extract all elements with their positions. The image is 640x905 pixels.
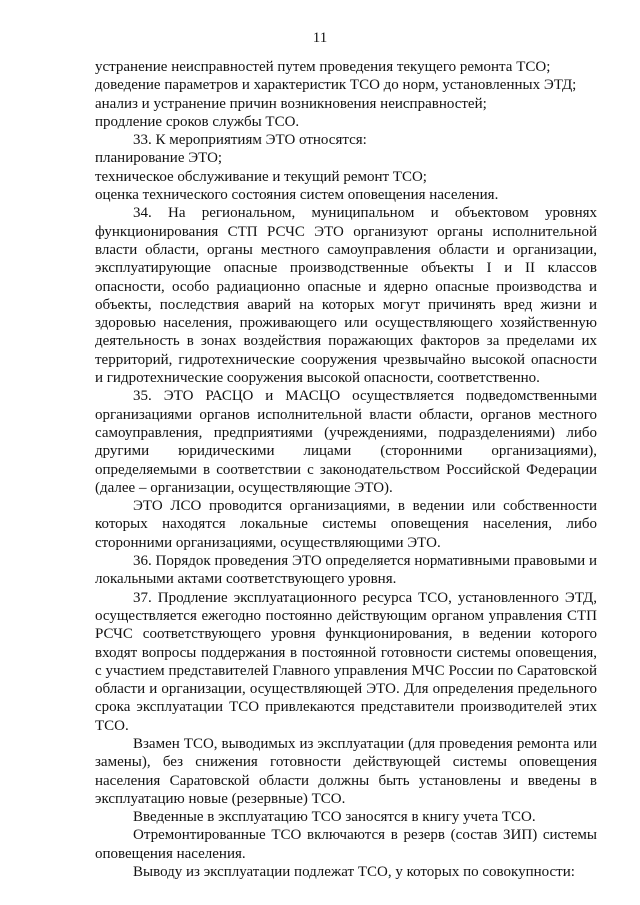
paragraph-34: 34. На региональном, муниципальном и объектовом уровнях функционирования СТП РСЧС ЭТО организуют органы исполнительной власти области, органы местного самоуправления области и организации, эксплуатирующие опасные производственные объекты I и II классов опасности, особо радиационно опасные и ядерно опасные производства и объекты, последствия аварий на которых могут причинять вред жизни и здоровью населения, проживающего или осуществляющего хозяйственную деятельность в зонах воздействия поражающих факторов за пределами их территорий, гидротехнические сооружения чрезвычайно высокой опасности и гидротехнические сооружения высокой опасности, соответственно. bbox=[95, 205, 597, 387]
list-item: оценка технического состояния систем оповещения населения. bbox=[95, 187, 499, 204]
list-item: техническое обслуживание и текущий ремонт ТСО; bbox=[95, 168, 427, 185]
list-item: устранение неисправностей путем проведения текущего ремонта ТСО; bbox=[95, 59, 551, 75]
paragraph-33-title: 33. К мероприятиям ЭТО относятся: bbox=[133, 132, 367, 149]
paragraph-37: 37. Продление эксплуатационного ресурса ТСО, установленного ЭТД, осуществляется ежегодно постоянно действующим органом управления СТП РСЧС соответствующего уровня функционирования, в ведении которого входят вопросы поддержания в постоянной готовности системы оповещения, с участием представителей Главного управления МЧС России по Саратовской области и организации, осуществляющей ЭТО. Для определения предельного срока эксплуатации ТСО привлекаются представители производителей этих ТСО. bbox=[95, 589, 597, 734]
paragraph-35-continued: ЭТО ЛСО проводится организациями, в ведении или собственности которых находятся локальные системы оповещения населения, либо сторонними организациями, осуществляющими ЭТО. bbox=[95, 498, 597, 551]
paragraph-37-reserve: Отремонтированные ТСО включаются в резерв (состав ЗИП) системы оповещения населения. bbox=[95, 827, 597, 862]
paragraph-37-decommission: Выводу из эксплуатации подлежат ТСО, у которых по совокупности: bbox=[133, 864, 575, 881]
list-item: продление сроков службы ТСО. bbox=[95, 113, 300, 130]
list-item: планирование ЭТО; bbox=[95, 150, 223, 167]
page-number: 11 bbox=[312, 30, 328, 46]
paragraph-36: 36. Порядок проведения ЭТО определяется нормативными правовыми и локальными актами соответствующего уровня. bbox=[95, 553, 597, 588]
paragraph-35: 35. ЭТО РАСЦО и МАСЦО осуществляется подведомственными организациями органов исполнительной власти области, органов местного самоуправления, предприятиями (учреждениями, подразделениями) либо другими юридическими лицами (сторонними организациями), определяемыми в соответствии с законодательством Российской Федерации (далее – организации, осуществляющие ЭТО). bbox=[95, 388, 597, 496]
paragraph-37-replacement: Взамен ТСО, выводимых из эксплуатации (для проведения ремонта или замены), без снижения готовности действующей системы оповещения населения Саратовской области должны быть установлены и введены в эксплуатацию новые (резервные) ТСО. bbox=[95, 735, 597, 807]
document-body bbox=[95, 58, 597, 881]
list-item: доведение параметров и характеристик ТСО до норм, установленных ЭТД; bbox=[95, 77, 577, 94]
list-item: анализ и устранение причин возникновения неисправностей; bbox=[95, 95, 487, 112]
paragraph-37-registration: Введенные в эксплуатацию ТСО заносятся в книгу учета ТСО. bbox=[133, 809, 536, 826]
